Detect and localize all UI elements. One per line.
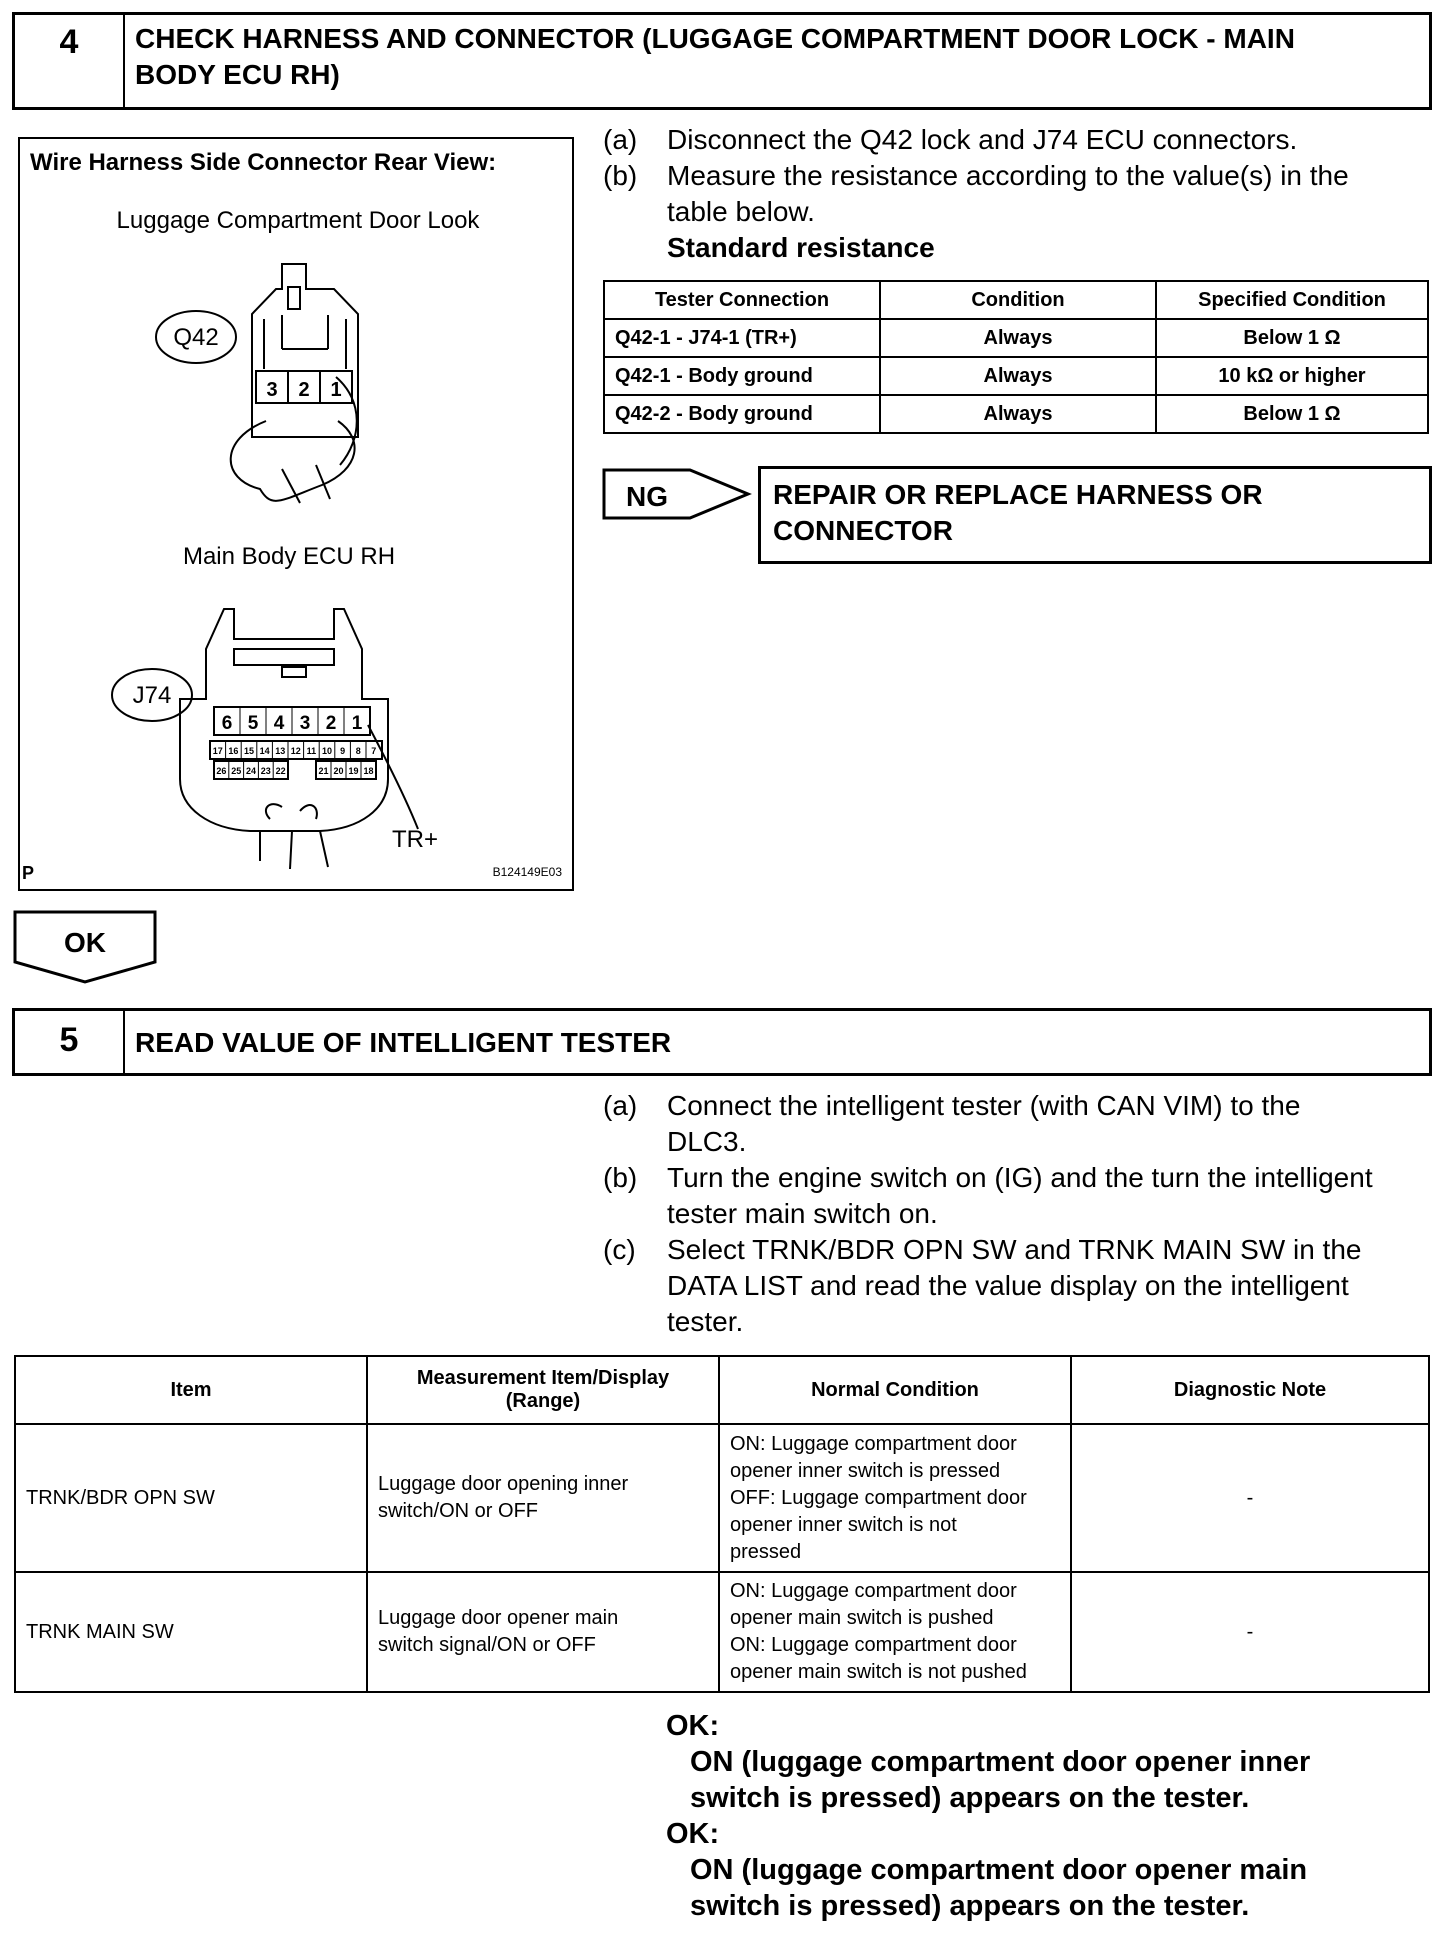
j74-pin-21: 21	[318, 766, 329, 776]
j74-pin-11: 11	[306, 746, 317, 756]
data-list-table	[14, 1355, 1430, 1693]
connector-figure	[18, 137, 574, 891]
table-row	[15, 1424, 1429, 1572]
table-row	[604, 319, 1428, 357]
ok-arrow	[13, 910, 161, 986]
ng-action-box: REPAIR OR REPLACE HARNESS OR CONNECTOR	[758, 466, 1432, 564]
table-cell: Q42-1 - J74-1 (TR+)	[604, 319, 880, 357]
table-cell: Always	[880, 357, 1156, 395]
result-2: OK: ON (luggage compartment door opener main switch is pressed) appears on the tester.	[666, 1818, 1308, 1922]
table-row	[604, 395, 1428, 433]
table-cell: -	[1071, 1572, 1429, 1692]
col-header: Measurement Item/Display (Range)	[367, 1356, 719, 1424]
j74-pin-20: 20	[333, 766, 344, 776]
ng-arrow	[602, 466, 754, 526]
table-header-row	[604, 281, 1428, 319]
table-cell: Q42-1 - Body ground	[604, 357, 880, 395]
q42-connector-id: Q42	[173, 324, 219, 351]
j74-pin-6: 6	[221, 713, 233, 734]
j74-pin-26: 26	[216, 766, 227, 776]
step-4-header	[12, 12, 1432, 110]
table-header-row	[15, 1356, 1429, 1424]
j74-pin-7: 7	[371, 746, 377, 756]
terminal-label: TR+	[392, 826, 439, 853]
ok-label: OK	[64, 927, 106, 958]
table-cell: Always	[880, 395, 1156, 433]
j74-pin-12: 12	[290, 746, 301, 756]
j74-pin-4: 4	[273, 713, 285, 734]
table-cell: Below 1 Ω	[1156, 395, 1428, 433]
q42-connector-body	[252, 264, 358, 437]
step-title: READ VALUE OF INTELLIGENT TESTER	[135, 1027, 672, 1058]
result-label: OK:	[666, 1818, 720, 1850]
lock-connector-label: Luggage Compartment Door Look	[116, 207, 480, 234]
j74-wire-harness	[260, 831, 328, 869]
table-cell: Luggage door opener main switch signal/ON or OFF	[367, 1572, 719, 1692]
q42-pin-2: 2	[298, 379, 310, 401]
j74-pin-3: 3	[299, 713, 311, 734]
ecu-connector-label: Main Body ECU RH	[182, 543, 396, 570]
j74-pin-9: 9	[340, 746, 346, 756]
j74-pin-1: 1	[351, 713, 363, 734]
table-cell: ON: Luggage compartment door opener main switch is pushed ON: Luggage compartment door opener main switch is not pushed	[719, 1572, 1071, 1692]
col-header: Condition	[880, 281, 1156, 319]
j74-pin-23: 23	[260, 766, 271, 776]
connector-drawings	[20, 139, 572, 889]
j74-pin-24: 24	[245, 766, 257, 776]
table-row	[604, 357, 1428, 395]
j74-pin-16: 16	[228, 746, 239, 756]
j74-pin-19: 19	[348, 766, 359, 776]
col-header: Normal Condition	[719, 1356, 1071, 1424]
figure-heading: Wire Harness Side Connector Rear View:	[30, 149, 497, 176]
q42-pin-3: 3	[266, 379, 278, 401]
j74-pin-22: 22	[275, 766, 286, 776]
j74-pin-17: 17	[212, 746, 223, 756]
ng-label: NG	[626, 481, 668, 512]
step-title: CHECK HARNESS AND CONNECTOR (LUGGAGE COMPARTMENT DOOR LOCK - MAIN BODY ECU RH)	[135, 23, 1295, 90]
col-header: Item	[15, 1356, 367, 1424]
table-cell: Always	[880, 319, 1156, 357]
table-row	[15, 1572, 1429, 1692]
j74-pin-10: 10	[321, 746, 333, 756]
j74-pin-2: 2	[325, 713, 337, 734]
j74-pin-15: 15	[243, 746, 255, 756]
resistance-table	[603, 280, 1429, 434]
step-5-header	[12, 1008, 1432, 1076]
table-cell: Luggage door opening inner switch/ON or OFF	[367, 1424, 719, 1572]
step-number: 4	[15, 15, 125, 107]
j74-pin-13: 13	[275, 746, 286, 756]
col-header: Specified Condition	[1156, 281, 1428, 319]
table-cell: -	[1071, 1424, 1429, 1572]
col-header: Tester Connection	[604, 281, 880, 319]
j74-pin-25: 25	[231, 766, 242, 776]
table-cell: TRNK MAIN SW	[15, 1572, 367, 1692]
j74-pin-18: 18	[363, 766, 374, 776]
figure-id: B124149E03	[492, 865, 562, 879]
result-1: OK: ON (luggage compartment door opener inner switch is pressed) appears on the tester.	[666, 1710, 1311, 1814]
step-number: 5	[15, 1011, 125, 1073]
table-cell: TRNK/BDR OPN SW	[15, 1424, 367, 1572]
table-cell: ON: Luggage compartment door opener inner switch is pressed OFF: Luggage compartment door opener inner switch is not pressed	[719, 1424, 1071, 1572]
table-cell: 10 kΩ or higher	[1156, 357, 1428, 395]
j74-connector-id: J74	[132, 682, 172, 709]
result-label: OK:	[666, 1710, 720, 1742]
col-header: Diagnostic Note	[1071, 1356, 1429, 1424]
table-cell: Q42-2 - Body ground	[604, 395, 880, 433]
j74-pin-8: 8	[355, 746, 361, 756]
j74-pin-14: 14	[259, 746, 270, 756]
corner-mark: P	[22, 863, 35, 883]
q42-pin-1: 1	[330, 379, 342, 401]
j74-pin-5: 5	[247, 713, 259, 734]
table-cell: Below 1 Ω	[1156, 319, 1428, 357]
standard-resistance-heading: Standard resistance	[667, 232, 935, 263]
